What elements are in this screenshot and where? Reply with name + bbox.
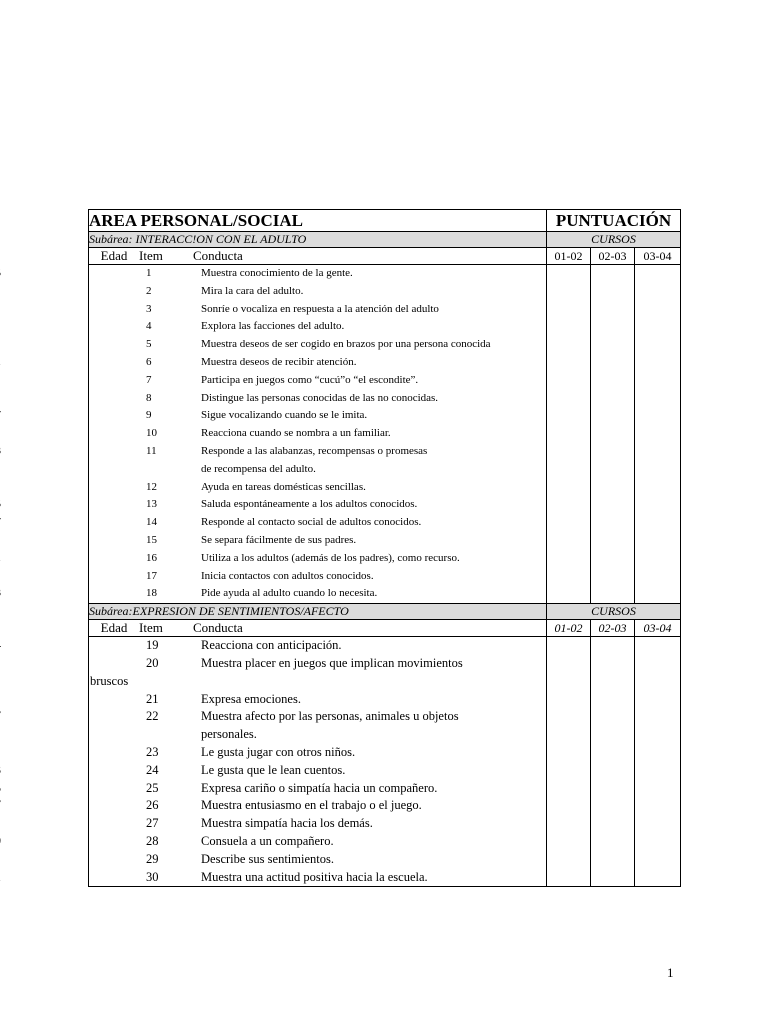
age-range — [0, 637, 1, 655]
behavior-row — [89, 637, 546, 655]
item-number: 28 — [146, 833, 159, 848]
item-number: 22 — [146, 709, 159, 724]
behavior-text: Distingue las personas conocidas de las no conocidas. — [201, 391, 439, 404]
behavior-text: Muestra afecto por las personas, animales u objetos — [201, 709, 459, 724]
behavior-text: Utiliza a los adultos (además de los padres), como recurso. — [201, 551, 460, 564]
age-range — [0, 496, 1, 514]
behavior-row — [89, 568, 546, 586]
score-cell[interactable] — [591, 265, 635, 604]
behavior-text: Saluda espontáneamente a los adultos conocidos. — [201, 498, 418, 511]
behavior-row — [89, 851, 546, 869]
behavior-text: Muestra simpatía hacia los demás. — [201, 816, 373, 831]
item-number: 1 — [146, 267, 152, 279]
item-number: 9 — [146, 409, 152, 422]
item-number: 5 — [146, 338, 152, 351]
behavior-row — [89, 655, 546, 673]
item-number: 3 — [146, 302, 152, 315]
behavior-row — [89, 833, 546, 851]
item-number: 29 — [146, 851, 159, 866]
age-range — [0, 354, 1, 372]
edad-header: Edad — [100, 248, 128, 263]
behavior-text: Le gusta jugar con otros niños. — [201, 744, 356, 759]
item-number: 21 — [146, 691, 159, 706]
age-range — [0, 833, 1, 851]
course-header: 02-03 — [591, 248, 635, 265]
behavior-text: Ayuda en tareas domésticas sencillas. — [201, 480, 366, 493]
score-cell[interactable] — [635, 265, 681, 604]
item-number: 24 — [146, 762, 159, 777]
behavior-row — [89, 585, 546, 603]
behavior-row — [89, 744, 546, 762]
item-number: 18 — [146, 587, 157, 600]
behavior-text: Muestra entusiasmo en el trabajo o el juego. — [201, 798, 422, 813]
course-header: 03-04 — [635, 248, 681, 265]
behavior-text: Se separa fácilmente de sus padres. — [201, 533, 357, 546]
courses-label: CURSOS — [547, 604, 681, 620]
item-number: 26 — [146, 798, 159, 813]
item-number: 6 — [146, 355, 152, 368]
subarea-name: EXPRESION DE SENTIMIENTOS/AFECTO — [132, 604, 349, 619]
behavior-row — [89, 550, 546, 568]
item-number: 11 — [146, 444, 157, 457]
item-number: 10 — [146, 427, 157, 440]
age-range — [0, 762, 1, 780]
behavior-row — [89, 691, 546, 709]
behavior-text: Mira la cara del adulto. — [201, 284, 304, 297]
behavior-text: Expresa cariño o simpatía hacia un compañero. — [201, 780, 438, 795]
item-number: 30 — [146, 869, 159, 884]
behavior-text: Le gusta que le lean cuentos. — [201, 762, 346, 777]
conducta-header: Conducta — [193, 620, 243, 636]
subarea-label: Subárea: — [89, 604, 133, 619]
behavior-text: personales. — [201, 727, 257, 742]
conducta-continuation: bruscos — [90, 673, 129, 688]
behavior-text: Expresa emociones. — [201, 691, 301, 706]
behavior-text: Consuela a un compañero. — [201, 833, 334, 848]
item-number: 2 — [146, 284, 152, 297]
course-header: 02-03 — [591, 620, 635, 637]
behavior-row — [89, 461, 546, 479]
item-header: Item — [139, 620, 163, 636]
behavior-text: Describe sus sentimientos. — [201, 851, 334, 866]
age-range — [0, 514, 1, 532]
behavior-text: Reacciona con anticipación. — [201, 638, 342, 653]
behavior-row — [89, 372, 546, 390]
behavior-row — [89, 390, 546, 408]
item-number: 25 — [146, 780, 159, 795]
behavior-row — [89, 532, 546, 550]
score-cell[interactable] — [591, 637, 635, 887]
age-range — [0, 265, 1, 283]
behavior-row — [89, 443, 546, 461]
score-cell[interactable] — [547, 637, 591, 887]
age-range — [0, 780, 1, 798]
behavior-text: Muestra placer en juegos que implican movimientos — [201, 655, 463, 670]
item-number: 8 — [146, 391, 152, 404]
behavior-row — [89, 354, 546, 372]
behavior-row — [89, 780, 546, 798]
area-title: AREA PERSONAL/SOCIAL — [89, 210, 547, 232]
evaluation-sheet — [88, 209, 680, 887]
behavior-text: Sigue vocalizando cuando se le imita. — [201, 409, 368, 422]
course-header: 01-02 — [547, 248, 591, 265]
behavior-text: Muestra conocimiento de la gente. — [201, 267, 353, 279]
behavior-row — [89, 514, 546, 532]
item-number: 19 — [146, 638, 159, 653]
age-range — [0, 443, 1, 461]
item-number: 7 — [146, 373, 152, 386]
course-header: 03-04 — [635, 620, 681, 637]
column-headers — [89, 620, 547, 637]
item-number: 17 — [146, 569, 157, 582]
behavior-text: Participa en juegos como “cucú”o “el escondite”. — [201, 373, 419, 386]
behavior-text: Pide ayuda al adulto cuando lo necesita. — [201, 587, 378, 600]
behavior-row — [89, 479, 546, 497]
conducta-header: Conducta — [193, 248, 243, 263]
behavior-text: Explora las facciones del adulto. — [201, 320, 345, 333]
behavior-row — [89, 726, 546, 744]
edad-header: Edad — [100, 620, 128, 636]
item-number: 15 — [146, 533, 157, 546]
age-range — [0, 708, 1, 726]
behavior-row — [89, 407, 546, 425]
age-range — [0, 869, 1, 887]
score-cell[interactable] — [635, 637, 681, 887]
behavior-row — [89, 336, 546, 354]
item-number: 4 — [146, 320, 152, 333]
score-cell[interactable] — [547, 265, 591, 604]
behavior-text: Responde a las alabanzas, recompensas o promesas — [201, 444, 428, 457]
behavior-text: Inicia contactos con adultos conocidos. — [201, 569, 374, 582]
behavior-row — [89, 265, 546, 283]
behavior-row — [89, 815, 546, 833]
item-number: 13 — [146, 498, 157, 511]
subarea-heading — [89, 232, 547, 248]
item-header: Item — [139, 248, 163, 263]
item-number: 16 — [146, 551, 157, 564]
subarea-label: Subárea: — [89, 232, 133, 246]
item-number: 27 — [146, 816, 159, 831]
subarea-name: INTERACC!ON CON EL ADULTO — [135, 232, 307, 246]
behavior-text: Muestra una actitud positiva hacia la escuela. — [201, 869, 428, 884]
behavior-text: Sonríe o vocaliza en respuesta a la atención del adulto — [201, 302, 439, 315]
item-number: 20 — [146, 655, 159, 670]
item-number: 23 — [146, 744, 159, 759]
age-range — [0, 585, 1, 603]
course-header: 01-02 — [547, 620, 591, 637]
age-range — [0, 407, 1, 425]
behavior-row — [89, 283, 546, 301]
behavior-row — [89, 708, 546, 726]
column-headers — [89, 248, 547, 265]
behavior-row — [89, 318, 546, 336]
behavior-text: Responde al contacto social de adultos conocidos. — [201, 516, 422, 529]
score-title: PUNTUACIÓN — [547, 210, 681, 232]
behavior-text: Muestra deseos de ser cogido en brazos por una persona conocida — [201, 338, 491, 351]
behavior-list — [89, 265, 547, 604]
item-number: 12 — [146, 480, 157, 493]
behavior-text: Muestra deseos de recibir atención. — [201, 355, 357, 368]
behavior-text: de recompensa del adulto. — [201, 462, 316, 475]
behavior-row — [89, 301, 546, 319]
behavior-list — [89, 637, 547, 887]
behavior-row — [89, 869, 546, 887]
courses-label: CURSOS — [547, 232, 681, 248]
item-number: 14 — [146, 516, 157, 529]
page-number: 1 — [667, 965, 674, 980]
subarea-heading — [89, 604, 547, 620]
behavior-text: Reacciona cuando se nombra a un familiar. — [201, 427, 391, 440]
behavior-row — [89, 496, 546, 514]
behavior-row — [89, 425, 546, 443]
behavior-row — [89, 673, 546, 691]
age-range — [0, 797, 1, 815]
behavior-row — [89, 797, 546, 815]
age-range — [0, 550, 1, 568]
evaluation-table — [88, 209, 681, 887]
behavior-row — [89, 762, 546, 780]
